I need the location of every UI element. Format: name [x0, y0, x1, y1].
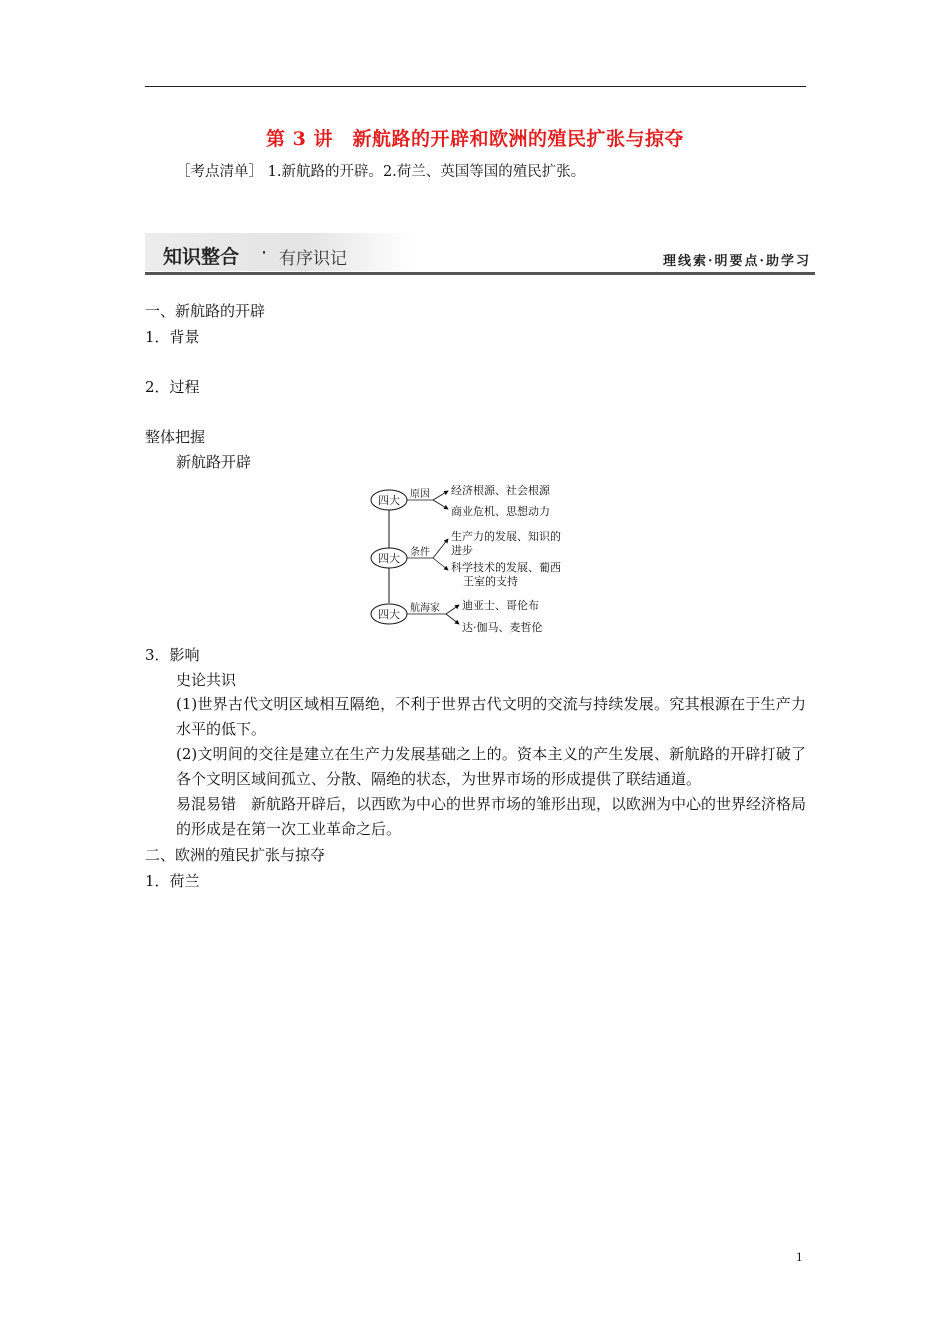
branch-text: 商业危机、思想动力 — [451, 505, 550, 518]
branch-arrow — [433, 539, 448, 558]
banner-title: 知识整合 — [163, 246, 240, 268]
branch-text: 进步 — [451, 544, 473, 557]
section1-item-impact: 3．影响 — [145, 646, 200, 664]
section2-item-netherlands: 1．荷兰 — [145, 872, 200, 890]
consensus-label: 史论共识 — [176, 671, 237, 689]
banner-slogan: 理线索·明要点·助学习 — [662, 254, 811, 269]
section2-heading: 二、欧洲的殖民扩张与掠夺 — [145, 846, 326, 864]
exam-checklist: ［考点清单］ 1.新航路的开辟。2.荷兰、英国等国的殖民扩张。 — [176, 164, 586, 180]
branch-arrow — [446, 614, 459, 624]
header-rule — [145, 86, 806, 87]
node-label: 航海家 — [410, 603, 440, 614]
branch-text: 迪亚士、哥伦布 — [462, 599, 539, 612]
diagram-node-navigators — [371, 598, 543, 634]
hub-label: 四大 — [378, 608, 400, 621]
section1-heading: 一、新航路的开辟 — [145, 302, 266, 320]
banner-subtitle: 有序识记 — [279, 249, 347, 269]
node-label: 原因 — [410, 489, 430, 500]
node-label: 条件 — [410, 547, 430, 558]
section1-item-process: 2．过程 — [145, 378, 200, 396]
branch-text: 王室的支持 — [463, 575, 518, 588]
consensus-paragraph-2: (2)文明间的交往是建立在生产力发展基础之上的。资本主义的产生发展、新航路的开辟打破了各个文明区域间孤立、分散、隔绝的状态，为世界市场的形成提供了联结通道。 — [176, 745, 806, 788]
branch-arrow — [446, 605, 459, 614]
branch-arrow — [433, 500, 448, 509]
diagram-node-causes — [371, 483, 551, 518]
branch-text: 经济根源、社会根源 — [451, 484, 550, 497]
section1-item-background: 1．背景 — [145, 328, 200, 346]
banner-separator: · — [261, 242, 268, 264]
branch-text: 达·伽马、麦哲伦 — [462, 621, 543, 634]
overview-title: 新航路开辟 — [176, 453, 252, 471]
new-routes-diagram — [368, 478, 590, 638]
page-title: 第 3 讲 新航路的开辟和欧洲的殖民扩张与掠夺 — [266, 128, 684, 150]
overview-label: 整体把握 — [145, 428, 206, 446]
branch-arrow — [433, 491, 448, 500]
page-number: 1 — [796, 1249, 803, 1264]
branch-text: 生产力的发展、知识的 — [451, 530, 561, 543]
diagram-node-conditions — [371, 529, 561, 588]
banner-underline — [145, 272, 815, 275]
hub-label: 四大 — [378, 494, 400, 507]
hub-label: 四大 — [378, 552, 400, 565]
common-mistakes-paragraph: 易混易错 新航路开辟后，以西欧为中心的世界市场的雏形出现，以欧洲为中心的世界经济格局的形成是在第一次工业革命之后。 — [176, 795, 807, 838]
branch-arrow — [433, 558, 448, 570]
consensus-paragraph-1: (1)世界古代文明区域相互隔绝，不利于世界古代文明的交流与持续发展。究其根源在于生产力水平的低下。 — [176, 695, 806, 738]
section-banner — [145, 233, 815, 275]
branch-text: 科学技术的发展、葡西 — [451, 561, 561, 574]
